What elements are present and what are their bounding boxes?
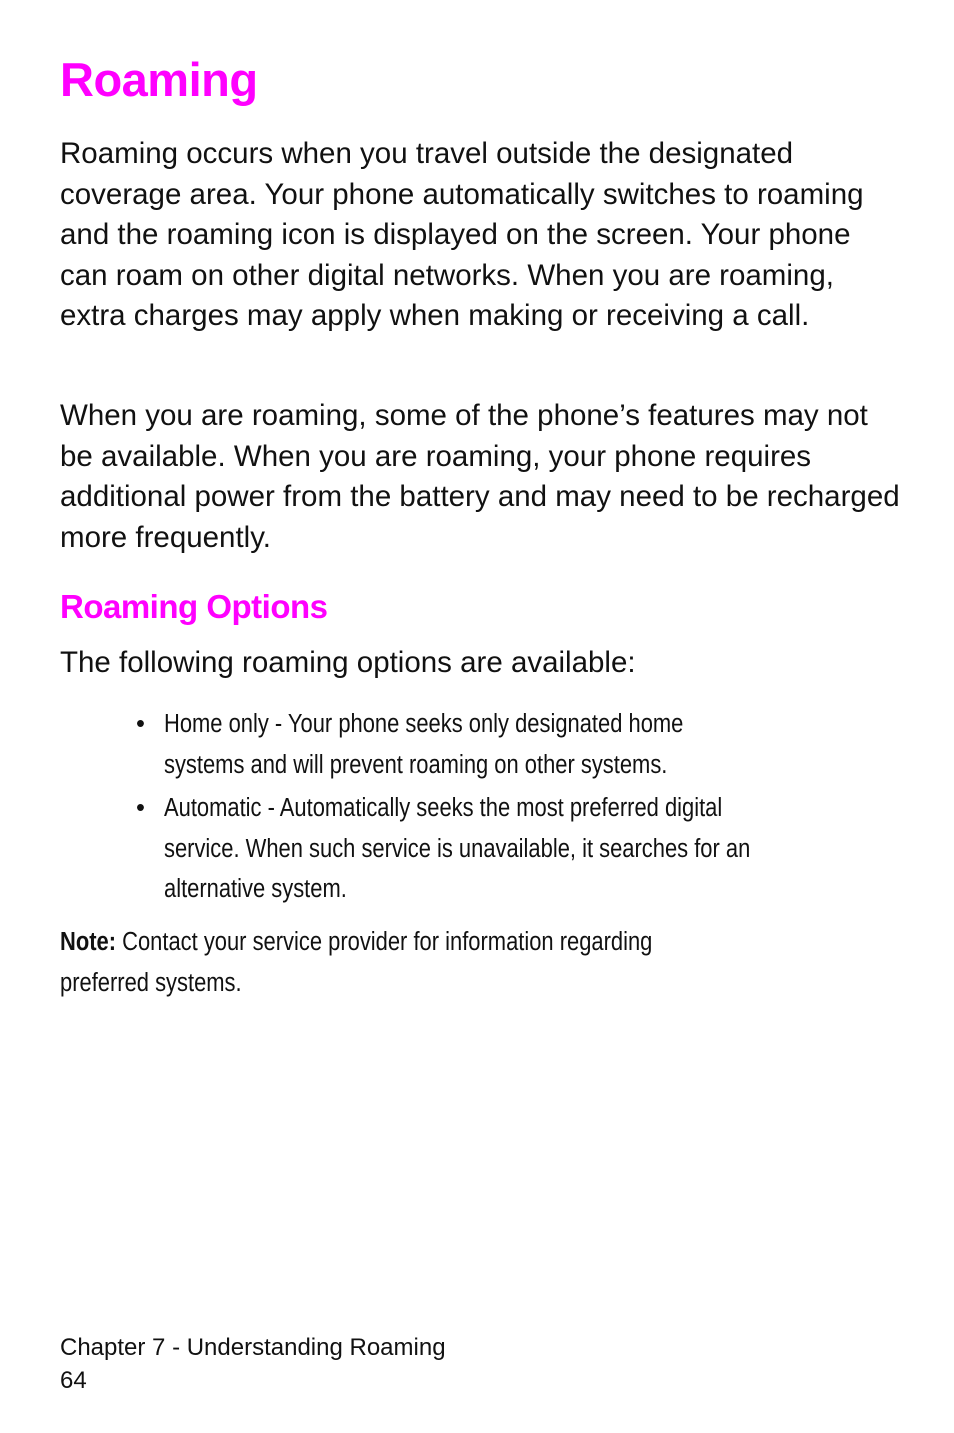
section-heading: Roaming Options [60, 588, 328, 625]
intro-paragraph-2: When you are roaming, some of the phone’s features may not be available. When you are roaming, your phone requires additional power from the battery and may need to be recharged more frequently. [60, 399, 900, 554]
list-item-line: service. When such service is unavailable, it searches for an [164, 834, 751, 863]
intro-paragraph-1: Roaming occurs when you travel outside the designated coverage area. Your phone automatically switches to roaming and the roaming icon is displayed on the screen. Your phone can roam on other digital networks. When you are roaming, extra charges may apply when making or receiving a call. [60, 137, 864, 332]
note-text-line-2: preferred systems. [60, 968, 242, 997]
page-footer [60, 1331, 446, 1397]
list-item-line: alternative system. [164, 875, 347, 903]
note-text-line-1: Contact your service provider for information regarding [122, 928, 653, 956]
list-item-home-only [136, 704, 896, 785]
page-title: Roaming [60, 53, 258, 106]
page-number: 64 [60, 1367, 87, 1394]
bullet-icon: • [136, 794, 145, 822]
roaming-options-list [136, 704, 896, 913]
footer-chapter: Chapter 7 - Understanding Roaming [60, 1334, 446, 1361]
list-item-line: Automatic - Automatically seeks the most preferred digital [164, 794, 723, 822]
list-item-line: Home only - Your phone seeks only designated home [164, 710, 684, 738]
note-label: Note: [60, 928, 117, 956]
bullet-icon: • [136, 710, 145, 738]
list-item-line: systems and will prevent roaming on other systems. [164, 750, 668, 779]
list-item-automatic [136, 788, 896, 910]
note-block [60, 922, 820, 1003]
section-lead: The following roaming options are available: [60, 646, 636, 679]
